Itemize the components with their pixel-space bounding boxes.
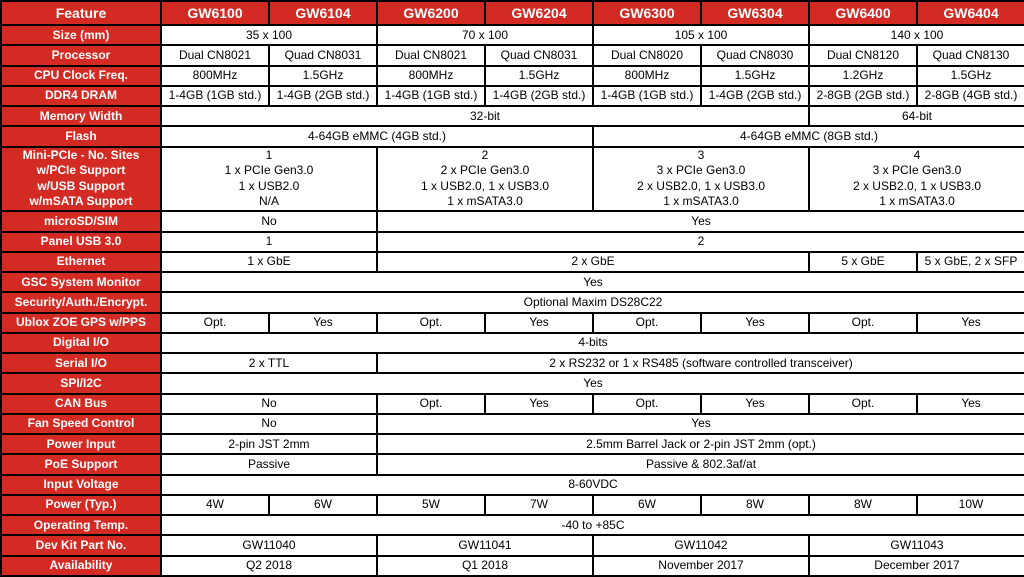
spec-cell: Dual CN8020 (593, 45, 701, 65)
spec-row (1, 394, 1024, 414)
feature-label: Fan Speed Control (1, 414, 161, 434)
spec-cell: 1-4GB (2GB std.) (701, 86, 809, 106)
spec-cell: 1.5GHz (485, 66, 593, 86)
spec-row (1, 313, 1024, 333)
spec-cell: 6W (593, 495, 701, 515)
spec-cell: 1-4GB (2GB std.) (485, 86, 593, 106)
feature-label: Input Voltage (1, 475, 161, 495)
model-column-header: GW6204 (485, 1, 593, 25)
spec-cell: Yes (917, 394, 1024, 414)
feature-label: Panel USB 3.0 (1, 232, 161, 252)
spec-cell: 2-8GB (4GB std.) (917, 86, 1024, 106)
spec-cell: Yes (701, 313, 809, 333)
spec-cell: GW11042 (593, 535, 809, 555)
feature-label: microSD/SIM (1, 211, 161, 231)
spec-row (1, 45, 1024, 65)
spec-cell: Q2 2018 (161, 556, 377, 576)
feature-label: Memory Width (1, 106, 161, 126)
spec-cell: Dual CN8021 (377, 45, 485, 65)
spec-cell: Yes (161, 272, 1024, 292)
spec-row (1, 434, 1024, 454)
feature-label: Dev Kit Part No. (1, 535, 161, 555)
spec-cell: Quad CN8130 (917, 45, 1024, 65)
spec-row (1, 147, 1024, 212)
feature-label: Security/Auth./Encrypt. (1, 292, 161, 312)
spec-cell: No (161, 394, 377, 414)
spec-cell: GW11040 (161, 535, 377, 555)
spec-row (1, 106, 1024, 126)
feature-label: Ethernet (1, 252, 161, 272)
spec-cell: 800MHz (161, 66, 269, 86)
spec-cell: 5 x GbE, 2 x SFP (917, 252, 1024, 272)
spec-cell: 1-4GB (1GB std.) (161, 86, 269, 106)
spec-cell: Yes (377, 414, 1024, 434)
spec-cell: 1.5GHz (917, 66, 1024, 86)
spec-cell: Yes (161, 373, 1024, 393)
spec-cell: Opt. (377, 313, 485, 333)
spec-cell: GW11043 (809, 535, 1024, 555)
spec-cell: Dual CN8021 (161, 45, 269, 65)
spec-cell: -40 to +85C (161, 515, 1024, 535)
spec-cell: Quad CN8030 (701, 45, 809, 65)
model-column-header: GW6200 (377, 1, 485, 25)
feature-label: Operating Temp. (1, 515, 161, 535)
spec-cell: Passive & 802.3af/at (377, 454, 1024, 474)
spec-cell: 4-64GB eMMC (8GB std.) (593, 126, 1024, 146)
spec-row (1, 292, 1024, 312)
feature-label: Ublox ZOE GPS w/PPS (1, 313, 161, 333)
spec-cell: Yes (701, 394, 809, 414)
header-row (1, 1, 1024, 25)
feature-column-header: Feature (1, 1, 161, 25)
spec-row (1, 515, 1024, 535)
spec-cell: 4-bits (161, 333, 1024, 353)
spec-cell: 105 x 100 (593, 25, 809, 45)
spec-cell: 2 x RS232 or 1 x RS485 (software controlled transceiver) (377, 353, 1024, 373)
spec-cell: 2 x TTL (161, 353, 377, 373)
spec-cell: 1 (161, 232, 377, 252)
spec-cell: 1 1 x PCIe Gen3.0 1 x USB2.0 N/A (161, 147, 377, 212)
spec-cell: 2 (377, 232, 1024, 252)
model-column-header: GW6304 (701, 1, 809, 25)
spec-cell: Optional Maxim DS28C22 (161, 292, 1024, 312)
spec-cell: 2-8GB (2GB std.) (809, 86, 917, 106)
spec-cell: 8W (809, 495, 917, 515)
spec-cell: 5W (377, 495, 485, 515)
spec-row (1, 535, 1024, 555)
spec-row (1, 66, 1024, 86)
spec-cell: Quad CN8031 (485, 45, 593, 65)
spec-cell: 5 x GbE (809, 252, 917, 272)
feature-label: PoE Support (1, 454, 161, 474)
feature-label: Digital I/O (1, 333, 161, 353)
spec-row (1, 252, 1024, 272)
spec-cell: No (161, 211, 377, 231)
spec-cell: Quad CN8031 (269, 45, 377, 65)
feature-label: CPU Clock Freq. (1, 66, 161, 86)
spec-row (1, 556, 1024, 576)
spec-cell: 800MHz (593, 66, 701, 86)
spec-row (1, 126, 1024, 146)
spec-cell: 2.5mm Barrel Jack or 2-pin JST 2mm (opt.) (377, 434, 1024, 454)
spec-cell: 1-4GB (2GB std.) (269, 86, 377, 106)
spec-cell: Opt. (593, 394, 701, 414)
spec-cell: Opt. (809, 313, 917, 333)
spec-cell: 4 3 x PCIe Gen3.0 2 x USB2.0, 1 x USB3.0 1 x mSATA3.0 (809, 147, 1024, 212)
model-column-header: GW6400 (809, 1, 917, 25)
model-column-header: GW6404 (917, 1, 1024, 25)
feature-label: Availability (1, 556, 161, 576)
spec-cell: 1.5GHz (269, 66, 377, 86)
spec-cell: Yes (917, 313, 1024, 333)
spec-table-body (1, 25, 1024, 576)
spec-cell: 35 x 100 (161, 25, 377, 45)
spec-cell: No (161, 414, 377, 434)
feature-label: GSC System Monitor (1, 272, 161, 292)
spec-row (1, 272, 1024, 292)
spec-cell: 1.2GHz (809, 66, 917, 86)
spec-cell: 6W (269, 495, 377, 515)
spec-cell: Dual CN8120 (809, 45, 917, 65)
spec-row (1, 454, 1024, 474)
spec-cell: 1-4GB (1GB std.) (593, 86, 701, 106)
feature-label: Size (mm) (1, 25, 161, 45)
spec-row (1, 25, 1024, 45)
spec-cell: 2 x GbE (377, 252, 809, 272)
spec-cell: Q1 2018 (377, 556, 593, 576)
spec-row (1, 232, 1024, 252)
model-column-header: GW6300 (593, 1, 701, 25)
spec-row (1, 414, 1024, 434)
spec-cell: 7W (485, 495, 593, 515)
spec-row (1, 86, 1024, 106)
feature-label: DDR4 DRAM (1, 86, 161, 106)
spec-cell: 800MHz (377, 66, 485, 86)
spec-row (1, 353, 1024, 373)
model-column-header: GW6100 (161, 1, 269, 25)
spec-cell: Yes (485, 394, 593, 414)
spec-cell: Yes (377, 211, 1024, 231)
spec-row (1, 211, 1024, 231)
spec-cell: 3 3 x PCIe Gen3.0 2 x USB2.0, 1 x USB3.0 1 x mSATA3.0 (593, 147, 809, 212)
feature-label: CAN Bus (1, 394, 161, 414)
spec-cell: 64-bit (809, 106, 1024, 126)
spec-row (1, 495, 1024, 515)
feature-label: Serial I/O (1, 353, 161, 373)
spec-cell: 140 x 100 (809, 25, 1024, 45)
spec-cell: Opt. (593, 313, 701, 333)
spec-cell: November 2017 (593, 556, 809, 576)
model-column-header: GW6104 (269, 1, 377, 25)
spec-cell: 1.5GHz (701, 66, 809, 86)
spec-cell: GW11041 (377, 535, 593, 555)
spec-cell: 70 x 100 (377, 25, 593, 45)
spec-cell: 2 2 x PCIe Gen3.0 1 x USB2.0, 1 x USB3.0 1 x mSATA3.0 (377, 147, 593, 212)
spec-cell: Opt. (809, 394, 917, 414)
feature-label: Power (Typ.) (1, 495, 161, 515)
feature-label: Mini-PCIe - No. Sites w/PCIe Support w/USB Support w/mSATA Support (1, 147, 161, 212)
feature-label: Flash (1, 126, 161, 146)
spec-cell: 8W (701, 495, 809, 515)
spec-cell: 2-pin JST 2mm (161, 434, 377, 454)
spec-cell: Passive (161, 454, 377, 474)
spec-cell: 4W (161, 495, 269, 515)
spec-row (1, 373, 1024, 393)
spec-row (1, 475, 1024, 495)
spec-row (1, 333, 1024, 353)
spec-cell: 32-bit (161, 106, 809, 126)
spec-cell: 4-64GB eMMC (4GB std.) (161, 126, 593, 146)
feature-label: Power Input (1, 434, 161, 454)
spec-cell: 1-4GB (1GB std.) (377, 86, 485, 106)
feature-label: SPI/I2C (1, 373, 161, 393)
feature-label: Processor (1, 45, 161, 65)
spec-cell: Yes (485, 313, 593, 333)
spec-cell: 10W (917, 495, 1024, 515)
spec-cell: 8-60VDC (161, 475, 1024, 495)
spec-cell: Yes (269, 313, 377, 333)
spec-cell: 1 x GbE (161, 252, 377, 272)
spec-cell: Opt. (161, 313, 269, 333)
spec-cell: December 2017 (809, 556, 1024, 576)
spec-cell: Opt. (377, 394, 485, 414)
